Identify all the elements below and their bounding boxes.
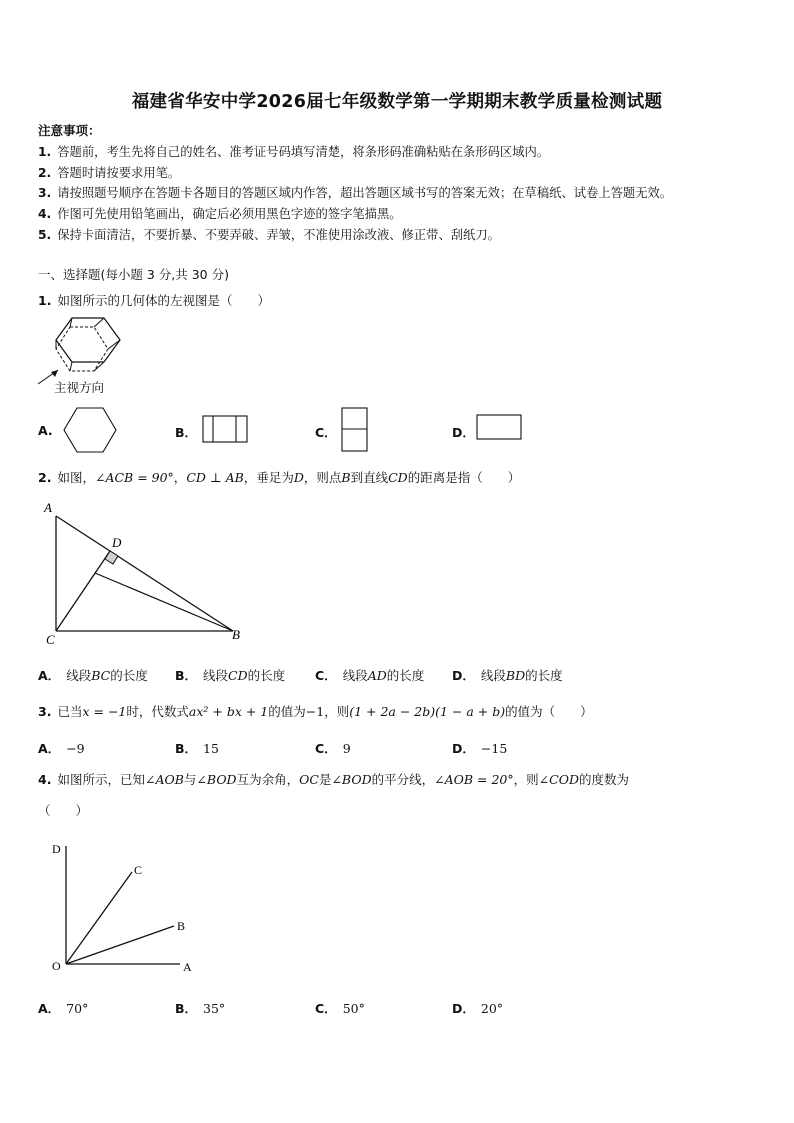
option-text: 线段 <box>342 668 368 683</box>
math-expression: ∠BOD <box>196 772 237 787</box>
question-text: 时，代数式 <box>126 704 189 719</box>
notice-text: 请按照题号顺序在答题卡各题目的答题区域内作答，超出答题区域书写的答案无效；在草稿纸、试卷上答题无效。 <box>57 186 673 200</box>
option-text: 线段 <box>203 668 229 683</box>
math-expression: CD <box>388 470 408 485</box>
vertex-label-c: C <box>46 632 55 647</box>
question-text: 如图所示，已知 <box>57 772 145 787</box>
section-heading: 一、选择题(每小题 3 分,共 30 分) <box>38 267 229 282</box>
question-text: 到直线 <box>350 470 389 485</box>
option-letter: A. <box>38 423 53 438</box>
question-3 <box>38 702 593 720</box>
option-letter: B． <box>175 741 198 756</box>
question-text: ， <box>173 470 187 485</box>
right-angle-mark <box>105 551 118 564</box>
option-c <box>315 999 365 1017</box>
question-text: 互为余角， <box>236 772 300 787</box>
option-letter: A． <box>38 741 61 756</box>
prism-back-face <box>56 327 108 371</box>
option-c <box>315 739 351 757</box>
option-value: −15 <box>480 741 508 756</box>
question-text: 的距离是指（ ） <box>407 470 521 485</box>
math-expression: ∠AOB <box>144 772 184 787</box>
question-text: 与 <box>183 772 197 787</box>
option-letter: C． <box>315 1001 337 1016</box>
option-value: 35° <box>203 1001 226 1016</box>
question-text: 如图所示的几何体的左视图是（ ） <box>57 293 270 308</box>
option-letter: A． <box>38 1001 61 1016</box>
question-number: 2. <box>38 470 52 485</box>
hexagon-option-figure <box>62 406 118 454</box>
question-1 <box>38 291 270 309</box>
perpendicular-b-to-cd <box>95 573 233 631</box>
question-number: 4. <box>38 772 52 787</box>
question-text: 已当 <box>57 704 83 719</box>
option-b <box>175 999 225 1017</box>
option-b <box>175 666 285 684</box>
math-expression: D <box>293 470 304 485</box>
math-expression: ∠COD <box>538 772 579 787</box>
option-letter: C． <box>315 668 337 683</box>
notice-num: 1. <box>38 145 52 159</box>
option-text: 的长度 <box>525 668 563 683</box>
math-expression: ∠BOD <box>331 772 372 787</box>
math-expression: −1 <box>305 704 325 719</box>
math-expression: x = −1 <box>82 704 127 719</box>
question-text: ，则点 <box>303 470 342 485</box>
point-label-b: B <box>177 919 186 933</box>
option-a <box>38 666 148 684</box>
option-d <box>452 666 563 684</box>
ray-oc <box>66 872 132 964</box>
question-number: 1. <box>38 293 52 308</box>
option-b <box>175 739 219 757</box>
question-4-paren: （ ） <box>38 803 89 818</box>
notice-item <box>38 183 672 201</box>
point-label-o: O <box>52 959 61 973</box>
point-label-c: C <box>134 863 143 877</box>
rect-option-figure <box>476 414 524 442</box>
notice-num: 5. <box>38 228 52 242</box>
option-text: 线段 <box>66 668 92 683</box>
math-expression: B <box>341 470 351 485</box>
question-2 <box>38 468 520 486</box>
vertex-label-a: A <box>44 500 52 515</box>
notice-text: 作图可先使用铅笔画出，确定后必须用黑色字迹的签字笔描黑。 <box>57 207 402 221</box>
option-text: 的长度 <box>247 668 286 683</box>
math-expression: CD <box>228 668 248 683</box>
math-expression: ∠ACB = 90° <box>94 470 174 485</box>
math-expression: ∠AOB = 20° <box>434 772 514 787</box>
option-value: 15 <box>203 741 219 756</box>
notice-num: 4. <box>38 207 52 221</box>
notice-num: 2. <box>38 166 52 180</box>
option-text: 的长度 <box>386 668 425 683</box>
option-letter: D． <box>452 425 475 440</box>
option-value: 20° <box>480 1001 504 1016</box>
option-value: 50° <box>342 1001 365 1016</box>
question-text: ，垂足为 <box>243 470 294 485</box>
notice-text: 答题时请按要求用笔。 <box>57 166 181 180</box>
notice-item <box>38 225 500 243</box>
option-text: 线段 <box>480 668 506 683</box>
option-letter: C． <box>315 425 337 440</box>
notice-num: 3. <box>38 186 52 200</box>
notice-text: 保持卡面清洁，不要折暴、不要弄破、弄皱，不准使用涂改液、修正带、刮纸刀。 <box>57 228 500 242</box>
prism-front-face <box>56 318 120 362</box>
notice-item <box>38 163 180 181</box>
segment-ab <box>56 516 233 631</box>
option-d <box>452 999 503 1017</box>
arrow-head-icon <box>51 370 58 377</box>
question-text: 的平分线， <box>371 772 435 787</box>
option-letter: D． <box>452 668 475 683</box>
math-expression: (1 + 2a − 2b)(1 − a + b) <box>349 704 506 719</box>
math-expression: ax² + bx + 1 <box>188 704 269 719</box>
vertex-label-d: D <box>112 535 122 550</box>
option-text: 的长度 <box>110 668 148 683</box>
question-text: ，则 <box>324 704 350 719</box>
option-c <box>315 666 424 684</box>
outer-rectangle <box>203 416 247 442</box>
question-text: 的值为（ ） <box>505 704 593 719</box>
hexagon-shape <box>64 408 116 452</box>
question-number: 3. <box>38 704 52 719</box>
math-expression: OC <box>299 772 319 787</box>
option-c <box>315 423 343 441</box>
option-d <box>452 739 507 757</box>
three-rect-option-figure <box>202 415 250 445</box>
question-text: 的度数为 <box>578 772 629 787</box>
option-a <box>38 739 85 757</box>
exam-title: 福建省华安中学2026届七年级数学第一学期期末教学质量检测试题 <box>131 92 663 112</box>
prism-edge <box>70 362 72 371</box>
option-value: 70° <box>66 1001 89 1016</box>
option-letter: A． <box>38 668 61 683</box>
option-letter: D． <box>452 741 475 756</box>
question-text: ，则 <box>513 772 539 787</box>
option-b <box>175 423 203 441</box>
angle-figure <box>44 838 204 978</box>
notice-item <box>38 142 549 160</box>
outer-rectangle <box>477 415 521 439</box>
prism-edge <box>94 318 104 327</box>
math-expression: BC <box>91 668 111 683</box>
notice-item <box>38 204 402 222</box>
option-value: 9 <box>342 741 351 756</box>
stacked-rect-option-figure <box>341 407 369 453</box>
segment-cd <box>56 551 110 631</box>
question-text: 是 <box>318 772 332 787</box>
point-label-d: D <box>52 842 61 856</box>
figure-caption: 主视方向 <box>54 380 105 395</box>
option-letter: C． <box>315 741 337 756</box>
option-value: −9 <box>66 741 85 756</box>
right-triangle-figure <box>30 496 260 648</box>
question-text: 如图， <box>57 470 95 485</box>
math-expression: BD <box>505 668 526 683</box>
point-label-a: A <box>183 960 192 974</box>
question-4 <box>38 770 629 788</box>
notice-heading: 注意事项： <box>38 123 101 138</box>
math-expression: CD ⊥ AB <box>186 470 244 485</box>
option-letter: B． <box>175 668 198 683</box>
option-letter: B． <box>175 425 198 440</box>
option-a <box>38 999 88 1017</box>
option-letter: D． <box>452 1001 475 1016</box>
question-text: 的值为 <box>268 704 306 719</box>
vertex-label-b: B <box>232 627 240 642</box>
ray-ob <box>66 926 174 964</box>
option-letter: B． <box>175 1001 198 1016</box>
notice-text: 答题前，考生先将自己的姓名、准考证号码填写清楚，将条形码准确粘贴在条形码区域内。 <box>57 145 550 159</box>
math-expression: AD <box>367 668 387 683</box>
option-a <box>38 423 59 438</box>
